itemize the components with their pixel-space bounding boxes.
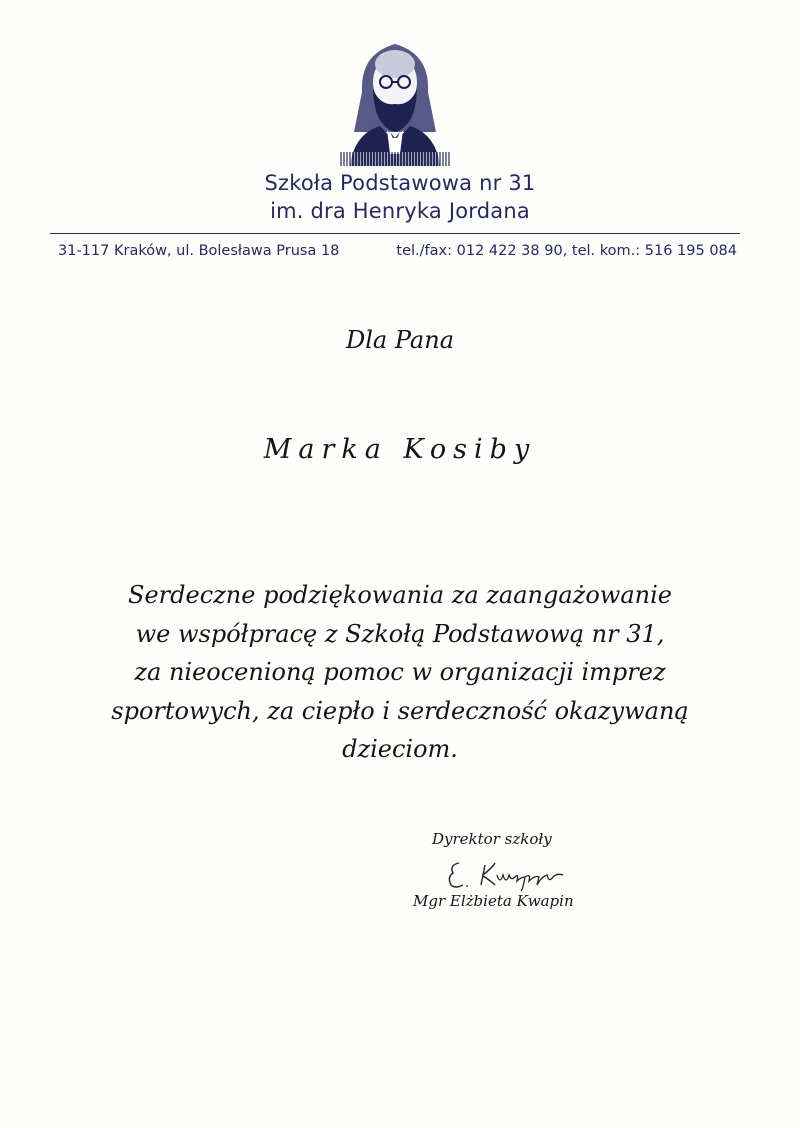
message-line: dzieciom. [342,735,458,763]
message-line: za nieocenioną pomoc w organizacji imprez [134,658,666,686]
recipient-name: Marka Kosiby [263,434,537,465]
school-name-line2: im. dra Henryka Jordana [270,199,530,223]
school-contact: tel./fax: 012 422 38 90, tel. kom.: 516 195 084 [396,243,737,259]
message-line: we współpracę z Szkołą Podstawową nr 31, [135,619,665,648]
thank-you-message [110,576,690,769]
message-line: sportowych, za ciepło i serdeczność okazywaną [111,696,689,725]
school-address: 31-117 Kraków, ul. Bolesława Prusa 18 [58,243,340,259]
handwritten-signature [445,855,575,893]
header-divider [50,233,740,234]
school-patron-portrait [340,34,450,166]
signatory-name: Mgr Elżbieta Kwapin [413,892,574,910]
message-line: Serdeczne podziękowania za zaangażowanie [128,581,672,609]
signatory-title: Dyrektor szkoły [432,830,552,848]
greeting: Dla Pana [346,326,454,354]
school-name-line1: Szkoła Podstawowa nr 31 [264,171,536,195]
